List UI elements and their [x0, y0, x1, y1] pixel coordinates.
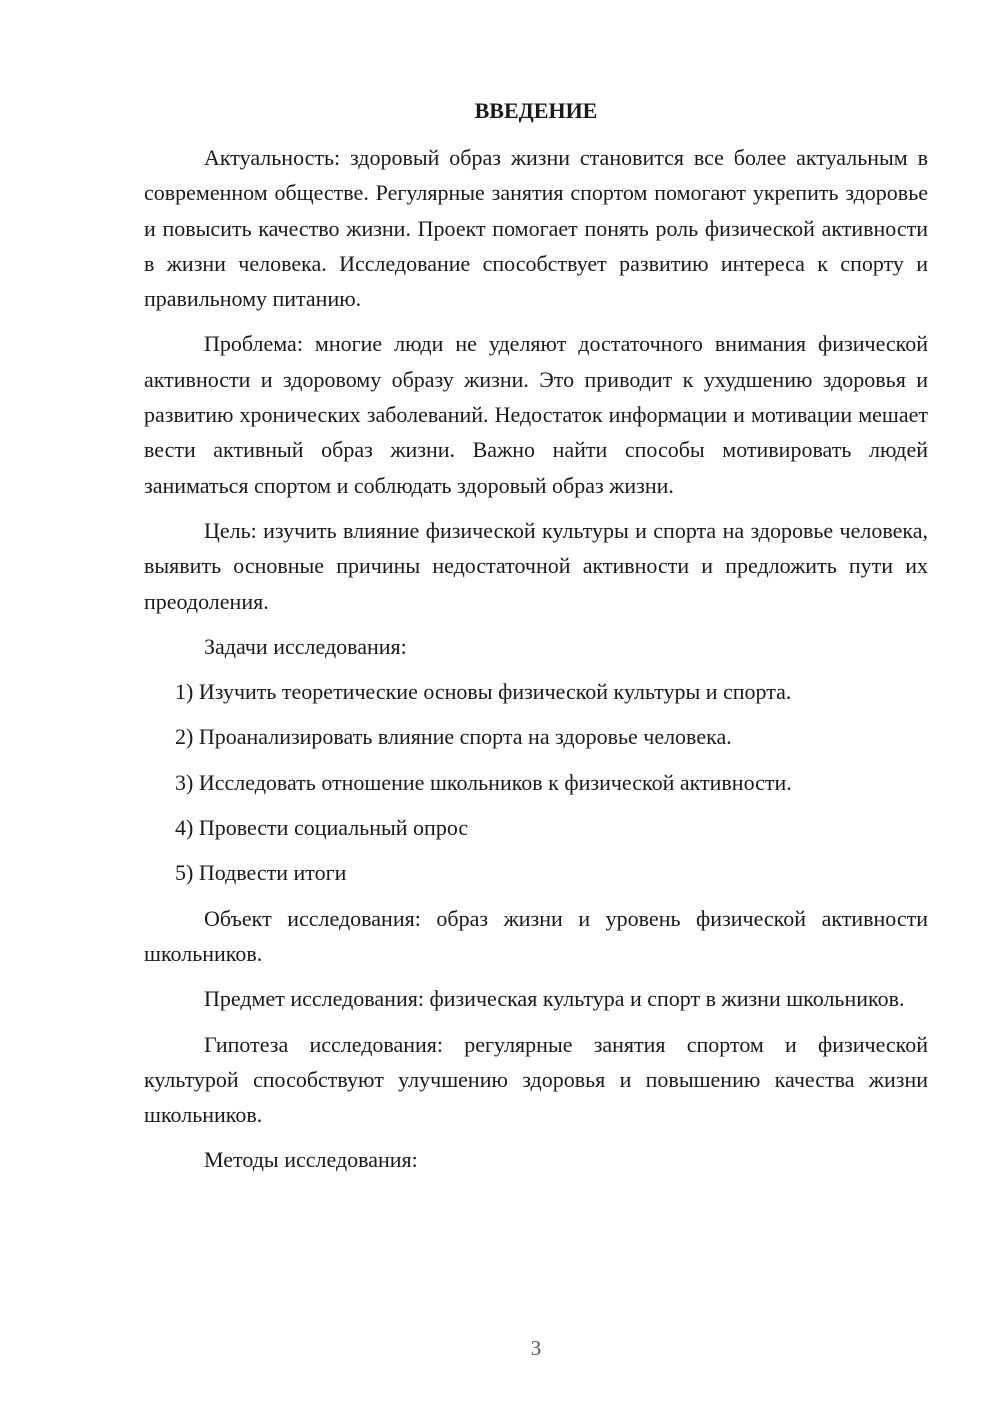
page-title: ВВЕДЕНИЕ [474, 98, 598, 123]
page-content [144, 96, 928, 1188]
hypothesis-paragraph: Гипотеза исследования: регулярные занятия спортом и физической культурой способствуют улучшению здоровья и повышению качества жизни школьников. [144, 1031, 928, 1128]
tasks-list [144, 674, 928, 890]
subject-paragraph: Предмет исследования: физическая культура и спорт в жизни школьников. [204, 986, 905, 1012]
page-number: 3 [530, 1336, 542, 1360]
task-item: 3) Исследовать отношение школьников к физической активности. [175, 769, 792, 795]
task-item: 2) Проанализировать влияние спорта на здоровье человека. [175, 724, 732, 750]
tasks-label: Задачи исследования: [204, 633, 407, 659]
task-item: 5) Подвести итоги [175, 860, 347, 886]
task-item: 4) Провести социальный опрос [175, 815, 469, 841]
methods-label: Методы исследования: [204, 1147, 418, 1173]
problem-paragraph: Проблема: многие люди не уделяют достаточного внимания физической активности и здоровому образу жизни. Это приводит к ухудшению здоровья и развитию хронических заболеваний. Недостаток информации и мотивации мешает вести активный образ жизни. Важно найти способы мотивировать людей заниматься спортом и соблюдать здоровый образ жизни. [144, 331, 928, 498]
relevance-paragraph: Актуальность: здоровый образ жизни становится все более актуальным в современном обществе. Регулярные занятия спортом помогают укрепить здоровье и повысить качество жизни. Проект помогает понять роль физической активности в жизни человека. Исследование способствует развитию интереса к спорту и правильному питанию. [144, 145, 928, 312]
task-item: 1) Изучить теоретические основы физической культуры и спорта. [175, 679, 792, 705]
goal-paragraph: Цель: изучить влияние физической культуры и спорта на здоровье человека, выявить основные причины недостаточной активности и предложить пути их преодоления. [144, 517, 928, 614]
object-paragraph: Объект исследования: образ жизни и уровень физической активности школьников. [144, 905, 928, 966]
